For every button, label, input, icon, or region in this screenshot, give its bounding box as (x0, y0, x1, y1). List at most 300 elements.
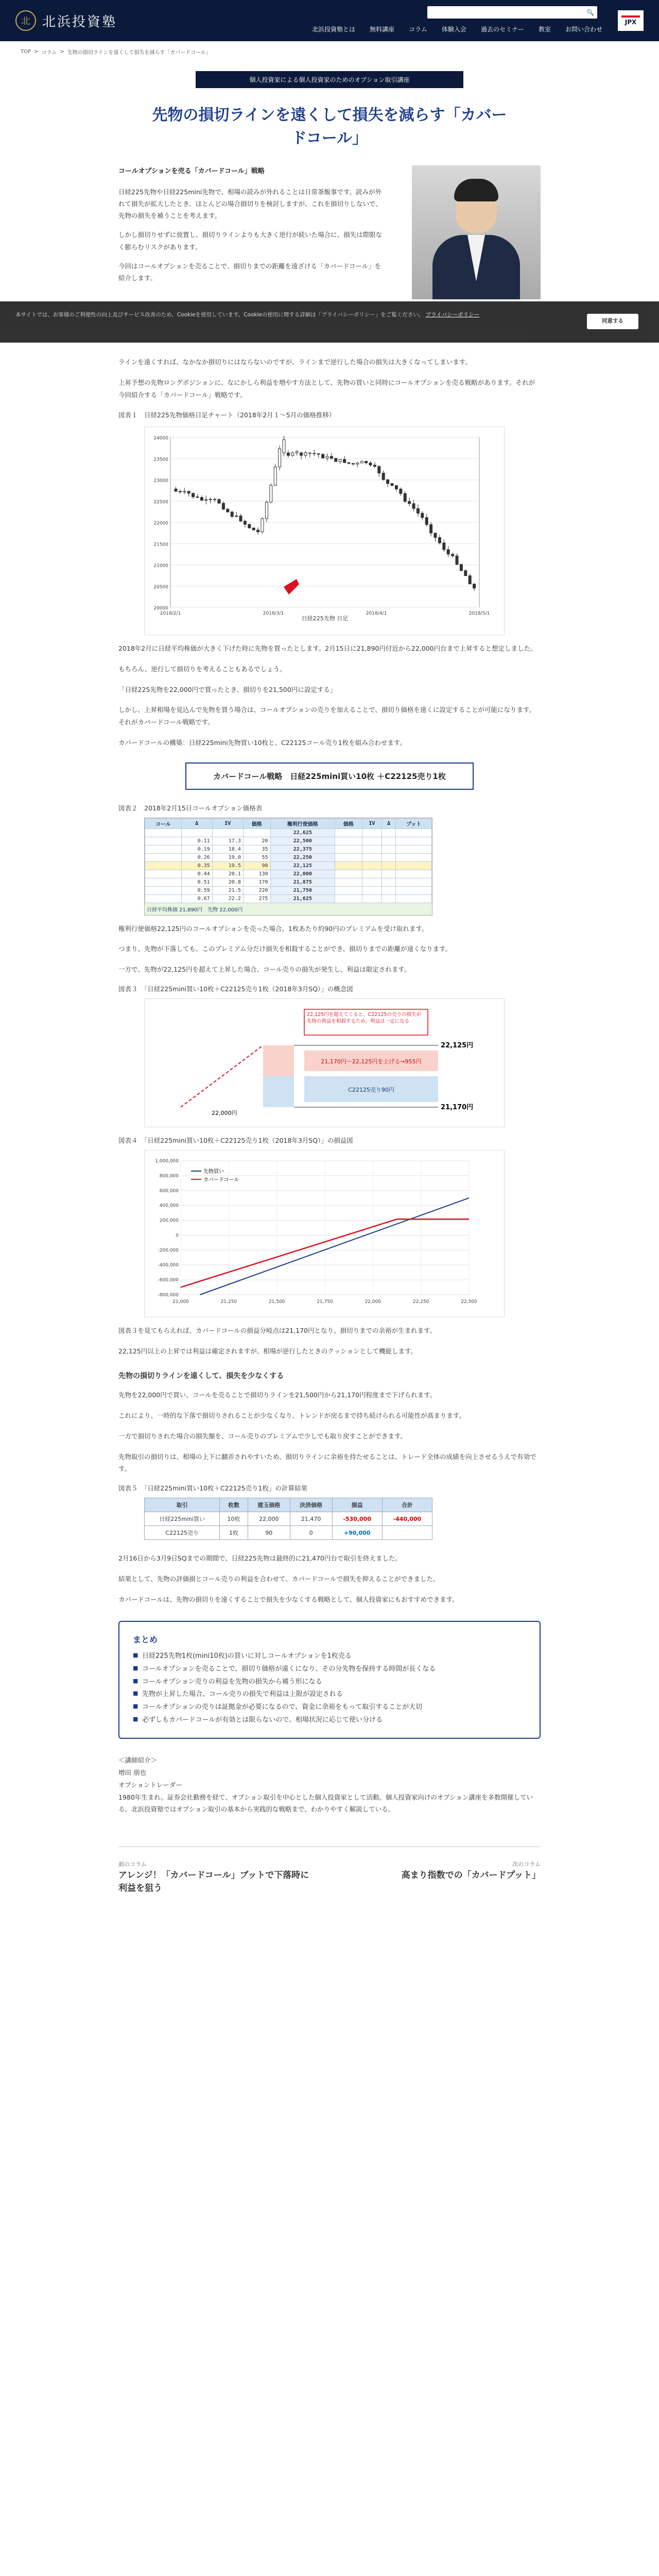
y-tick-label: 21500 (153, 542, 168, 548)
candle-body (352, 463, 354, 464)
table-cell (145, 853, 182, 861)
candle-body (330, 456, 333, 459)
candle-body (261, 519, 264, 532)
nav-classroom[interactable]: 教室 (538, 26, 551, 33)
breadcrumb-top[interactable]: TOP (21, 48, 31, 55)
body-para: 先物取引の損切りは、相場の上下に翻弄されやすいため、損切りラインに余裕を持たせることは、トレード全体の成績を向上させるうえで有効です。 (118, 1452, 536, 1473)
candle-body (322, 454, 324, 458)
concept-diagram (144, 998, 505, 1127)
instructor-heading: ＜講師紹介＞ (118, 1756, 158, 1765)
body-para: 権利行使価格22,125円のコールオプションを売った場合、1枚あたり約90円のプレミアムを受け取れます。 (118, 924, 428, 933)
table-cell (362, 878, 381, 886)
y-tick-label: -800,000 (158, 1292, 179, 1298)
result-table-header: 建玉価格 (248, 1498, 290, 1512)
candle-body (400, 489, 402, 494)
option-table-header: Δ (181, 818, 212, 828)
candle-body (473, 584, 476, 588)
table-cell (381, 837, 395, 845)
table-cell (382, 1526, 432, 1540)
breadcrumb (0, 41, 659, 62)
candle-body (343, 460, 346, 463)
result-table-header: 損益 (332, 1498, 382, 1512)
table-cell (145, 878, 182, 886)
instructor-section (118, 1754, 541, 1816)
table-cell (212, 828, 243, 837)
result-table-header: 取引 (145, 1498, 220, 1512)
logo-mark-icon: 北 (15, 10, 36, 31)
figure-3-label: 図表３ 「日経225mini買い10枚＋C22125売り1枚（2018年3月SQ）」の概念図 (118, 985, 353, 993)
table-cell: 19.5 (212, 861, 243, 870)
candle-body (231, 512, 233, 517)
x-tick-label: 2018/2/1 (160, 611, 181, 616)
table-cell (381, 861, 395, 870)
table-cell: 0 (290, 1526, 332, 1540)
cookie-banner (0, 301, 659, 343)
result-table-header: 決済価格 (290, 1498, 332, 1512)
candle-body (443, 543, 445, 550)
table-cell: -440,000 (382, 1512, 432, 1526)
table-cell (381, 894, 395, 903)
table-cell (396, 886, 432, 894)
base-label: 22,000円 (212, 1109, 237, 1116)
option-table-header: プット (396, 818, 432, 828)
x-tick-label: 2018/4/1 (366, 611, 387, 616)
body-para: しかし、上昇相場を見込んで先物を買う場合は、コールオプションの売りを加えることで、損切り価格を遠くに設定することが可能になります。それがカバードコール戦略です。 (118, 706, 535, 726)
x-tick-label: 2018/5/1 (469, 611, 490, 616)
nav-free-course[interactable]: 無料講座 (370, 26, 395, 33)
breadcrumb-current: 先物の損切ラインを遠くして損失を減らす「カバードコール」 (67, 49, 211, 56)
summary-item: ■ コールオプション売りの利益を先物の損失から補う形になる (133, 1676, 526, 1689)
candle-body (227, 509, 229, 512)
candle-body (447, 550, 449, 554)
option-table-header: 価格 (243, 818, 270, 828)
body-para: これにより、一時的な下落で損切りされることが少なくなり、トレンドが戻るまで持ち続けられる可能性が高まります。 (118, 1412, 465, 1419)
table-cell: -530,000 (332, 1512, 382, 1526)
table-cell: 22.2 (212, 894, 243, 903)
candle-body (239, 516, 242, 521)
x-tick-label: 22,250 (412, 1299, 429, 1304)
y-tick-label: -400,000 (158, 1262, 179, 1268)
candle-body (430, 524, 432, 533)
table-cell (335, 845, 362, 853)
prev-article-link[interactable] (118, 1860, 314, 1895)
candle-body (244, 521, 246, 524)
y-tick-label: 24000 (153, 436, 168, 441)
legend-covered-call: カバードコール (203, 1177, 239, 1183)
candle-body (218, 500, 220, 503)
table-cell: 20 (243, 837, 270, 845)
y-tick-label: 23500 (153, 457, 168, 463)
candle-body (378, 466, 380, 473)
candle-body (192, 493, 195, 497)
strategy-formula: カバードコール戦略 日経225mini買い10枚 ＋C22125売り1枚 (185, 762, 474, 790)
summary-item: ■ コールオプションの売りは証拠金が必要になるので、資金に余裕をもって取引することが大切 (133, 1701, 526, 1714)
main-nav (312, 25, 602, 33)
y-tick-label: 20500 (153, 584, 168, 590)
candle-body (404, 494, 406, 501)
breadcrumb-sep-icon: > (34, 48, 39, 55)
body-para: 先物を22,000円で買い、コールを売ることで損切りラインを21,500円から21,170円程度まで下げられます。 (118, 1391, 437, 1399)
site-logo[interactable] (15, 10, 144, 31)
table-cell: 18.4 (212, 845, 243, 853)
y-tick-label: 22500 (153, 499, 168, 505)
y-tick-label: -600,000 (158, 1277, 179, 1283)
next-label: 次のコラム (512, 1861, 541, 1868)
candle-body (283, 440, 285, 453)
table-cell (145, 894, 182, 903)
table-cell (145, 886, 182, 894)
author-photo (412, 165, 541, 299)
table-cell (396, 894, 432, 903)
body-para: 上昇予想の先物ロングポジションに、なにかしら利益を増やす方法として、先物の買いと同時にコールオプションを売る戦略があります。それが今回紹介する「カバードコール」戦略です。 (118, 378, 535, 399)
table-cell: 220 (243, 886, 270, 894)
candle-body (373, 465, 376, 467)
candle-body (296, 452, 298, 453)
candle-body (460, 564, 462, 570)
table-cell: 130 (243, 870, 270, 878)
candle-body (291, 453, 294, 455)
table-cell (335, 853, 362, 861)
site-header (0, 0, 659, 41)
table-cell (381, 870, 395, 878)
table-cell: 22,625 (270, 828, 335, 837)
table-row (145, 878, 432, 886)
body-para: 22,125円以上の上昇では利益は確定されますが、相場が逆行したときのクッションとして機能します。 (118, 1347, 417, 1355)
table-cell: 0.51 (181, 878, 212, 886)
figure-4-label: 図表４ 「日経225mini買い10枚＋C22125売り1枚（2018年3月SQ）」の損益図 (118, 1136, 353, 1144)
table-cell: 19.0 (212, 853, 243, 861)
table-cell: 17.3 (212, 837, 243, 845)
table-cell: 21,875 (270, 878, 335, 886)
candle-body (265, 502, 268, 519)
y-tick-label: 1,000,000 (155, 1158, 179, 1164)
table-cell: 22,125 (270, 861, 335, 870)
x-tick-label: 21,500 (268, 1299, 285, 1304)
article (118, 71, 541, 1895)
table-cell: 22,000 (248, 1512, 290, 1526)
candle-body (257, 530, 259, 532)
lead-para: 日経225先物や日経225mini先物で、相場の読みが外れることは日常茶飯事です。読みが外れて損失が拡大したとき、ほとんどの場合損切りを検討しますが、これを損切りしないで、先物の損失を補うことを考えます。 (118, 188, 382, 220)
y-tick-label: 400,000 (159, 1203, 179, 1209)
table-cell: 0.67 (181, 894, 212, 903)
table-cell: 21,625 (270, 894, 335, 903)
table-cell: C22125売り (145, 1526, 220, 1540)
page-title: 先物の損切ラインを遠くして損失を減らす「カバードコール」 (152, 106, 507, 147)
hero (118, 165, 541, 299)
lead-para: 今回はコールオプションを売ることで、損切りまでの距離を遠ざける「カバードコール」を紹介します。 (118, 262, 381, 282)
area2-label: C22125売り90円 (348, 1086, 394, 1093)
candle-body (452, 554, 454, 556)
table-cell: 21,470 (290, 1512, 332, 1526)
candle-body (270, 485, 272, 502)
y-tick-label: -200,000 (158, 1248, 179, 1253)
prev-label: 前のコラム (118, 1861, 147, 1868)
summary-item: ■ 先物が上昇した場合、コール売りの損失で利益は上限が設定される (133, 1688, 526, 1701)
lead-para: しかし損切りせずに放置し、損切りラインよりも大きく逆行が続いた場合に、損失は際限なく膨らむリスクがあります。 (118, 231, 383, 251)
candle-body (412, 504, 415, 509)
prev-title: アレンジ！「カバードコール」ブットで下落時に利益を狙う (118, 1870, 309, 1894)
body-para: 2018年2月に日経平均株価が大きく下げた時に先物を買ったとします。2月15日に21,890円付近から22,000円台まで上昇すると想定しました。 (118, 645, 537, 652)
y-tick-label: 600,000 (159, 1188, 179, 1194)
result-table-header: 枚数 (220, 1498, 248, 1512)
level-21170: 21,170円 (441, 1103, 474, 1111)
x-tick-label: 21,250 (220, 1299, 237, 1304)
nav-past-seminar[interactable]: 過去のセミナー (480, 26, 524, 33)
x-tick-label: 22,500 (461, 1299, 477, 1304)
breadcrumb-sep-icon: > (60, 48, 64, 55)
body-para: 図表３を見てもらえれば、カバードコールの損益分岐点は21,170円となり、損切りまでの余裕が生まれます。 (118, 1326, 436, 1334)
area1-label: 21,170円〜22,125円を上げる→955円 (321, 1058, 422, 1065)
candle-body (248, 524, 251, 528)
table-cell: 20.1 (212, 870, 243, 878)
cookie-text: 本サイトでは、お客様のご利便性の向上及びサービス改善のため、Cookieを使用しています。Cookieの使用に関する詳細は「プライバシーポリシー」をご覧ください。 (15, 312, 424, 318)
candle-body (369, 463, 372, 465)
table-row (145, 853, 432, 861)
table-cell (145, 870, 182, 878)
chart1-title: 日経225先物 日足 (301, 615, 349, 622)
table-cell: 0.19 (181, 845, 212, 853)
logo-text: 北浜投資塾 (42, 14, 117, 30)
candle-body (287, 453, 289, 455)
table-cell (396, 828, 432, 837)
table-row (145, 870, 432, 878)
candle-body (348, 463, 350, 464)
option-table-header: IV (362, 818, 381, 828)
table-cell (145, 837, 182, 845)
table-cell (362, 870, 381, 878)
table-row (145, 837, 432, 845)
candle-body (339, 460, 341, 462)
option-table-header: 価格 (335, 818, 362, 828)
table-cell: 55 (243, 853, 270, 861)
nav-trial[interactable]: 体験入会 (441, 26, 466, 33)
table-cell (362, 886, 381, 894)
table-cell: 0.35 (181, 861, 212, 870)
candle-body (214, 499, 216, 500)
table-cell: 10枚 (220, 1512, 248, 1526)
candle-body (326, 456, 328, 458)
table-cell (381, 845, 395, 853)
table-cell (362, 837, 381, 845)
table-row (145, 845, 432, 853)
candle-body (365, 461, 368, 463)
candle-body (425, 518, 428, 525)
candle-body (200, 497, 203, 500)
table-cell: 22,250 (270, 853, 335, 861)
table-cell (145, 828, 182, 837)
candle-body (469, 576, 471, 584)
candle-body (335, 459, 337, 462)
candle-body (464, 571, 467, 576)
table-row (145, 1526, 432, 1540)
candle-body (222, 503, 224, 510)
section-title: 先物の損切りラインを遠くして、損失を少なくする (118, 1372, 284, 1381)
table-cell: 0.11 (181, 837, 212, 845)
table-cell (335, 886, 362, 894)
x-tick-label: 21,750 (317, 1299, 333, 1304)
next-article-link[interactable] (345, 1860, 541, 1895)
table-cell (396, 870, 432, 878)
next-title: 高まり指数での「カバードプット」 (401, 1870, 541, 1880)
result-table-header: 合計 (382, 1498, 432, 1512)
table-cell: 170 (243, 878, 270, 886)
jpx-logo[interactable] (618, 10, 644, 31)
table-cell (381, 828, 395, 837)
candle-body (356, 463, 359, 464)
table-cell (335, 878, 362, 886)
body-para: つまり、先物が下落しても、このプレミアム分だけ損失を相殺することができ、損切りまでの距離が遠くなります。 (118, 945, 452, 953)
body-para: 2月16日から3月9日SQまでの期間で、日経225先物は最終的に21,470円台で取引を終えました。 (118, 1554, 402, 1562)
candlestick-chart (150, 432, 500, 628)
table-row (145, 886, 432, 894)
prev-next-nav (118, 1846, 541, 1895)
search-input[interactable] (427, 6, 597, 19)
table-cell (335, 870, 362, 878)
candle-body (438, 537, 441, 543)
table-cell: 275 (243, 894, 270, 903)
y-tick-label: 20000 (153, 606, 168, 611)
concept-annotation: 22,125円を超えてくると、C22125の売りの損失が先物の利益を相殺するため、利益は一定になる (307, 1011, 422, 1025)
table-cell: 21.5 (212, 886, 243, 894)
table-row (145, 861, 432, 870)
table-cell (396, 853, 432, 861)
table-cell: 21,750 (270, 886, 335, 894)
table-cell: +90,000 (332, 1526, 382, 1540)
option-table-header: IV (212, 818, 243, 828)
legend-futures: 先物買い (203, 1168, 224, 1175)
table-cell (181, 828, 212, 837)
table-cell: 1枚 (220, 1526, 248, 1540)
table-cell: 22,500 (270, 837, 335, 845)
y-tick-label: 23000 (153, 478, 168, 484)
table-cell (396, 861, 432, 870)
candle-body (382, 473, 385, 480)
figure-2-label: 図表２ 2018年2月15日コールオプション価格表 (118, 804, 263, 812)
table-cell: 22,375 (270, 845, 335, 853)
article-badge: 個人投資家による個人投資家のためのオプション取引講座 (196, 71, 463, 88)
table-cell (396, 878, 432, 886)
table-cell (335, 894, 362, 903)
candle-body (313, 453, 316, 454)
pl-chart (144, 1150, 505, 1317)
table-cell: 0.59 (181, 886, 212, 894)
table-cell (335, 861, 362, 870)
candle-body (417, 509, 419, 513)
figure-1-label: 図表１ 日経225先物価格日足チャート（2018年2月１〜5月の価格推移） (118, 411, 336, 419)
search-icon[interactable]: 🔍 (586, 9, 594, 16)
option-table-header: 権利行使価格 (270, 818, 335, 828)
option-table-header: Δ (381, 818, 395, 828)
candle-body (187, 492, 190, 494)
table-cell: 90 (248, 1526, 290, 1540)
table-cell (335, 837, 362, 845)
candle-body (434, 533, 437, 538)
candle-body (300, 453, 303, 455)
y-tick-label: 21000 (153, 563, 168, 569)
jpx-label: JPX (625, 18, 637, 26)
table-cell (362, 845, 381, 853)
candle-body (252, 528, 255, 530)
figure-5-label: 図表５ 「日経225mini買い10枚＋C22125売り1枚」の計算結果 (118, 1484, 308, 1492)
table-cell: 日経225mini買い (145, 1512, 220, 1526)
table-cell (335, 828, 362, 837)
y-tick-label: 200,000 (159, 1218, 179, 1224)
candle-body (209, 499, 212, 500)
body-para: 結果として、先物の評価損とコール売りの利益を合わせて、カバードコールで損失を抑えることができました。 (118, 1574, 440, 1583)
body-para: カバードコールは、先物の損切りを遠くすることで損失を少なくする戦略として、個人投資家にもおすすめできます。 (118, 1595, 459, 1603)
y-tick-label: 800,000 (159, 1173, 179, 1179)
body-para: 「日経225先物を22,000円で買ったとき、損切りを21,500円に設定する」 (118, 685, 337, 693)
body-para: カバードコールの構築：日経225mini先物買い10枚と、C22125コール売り1枚を組み合わせます。 (118, 738, 406, 747)
candle-body (360, 461, 363, 463)
table-cell (362, 894, 381, 903)
result-table (144, 1498, 432, 1540)
table-cell (362, 828, 381, 837)
breadcrumb-column[interactable]: コラム (41, 49, 57, 56)
candle-body (395, 485, 397, 489)
table-cell (362, 853, 381, 861)
body-para: 一方で、先物が22,125円を超えて上昇した場合、コール売りの損失が発生し、利益は限定されます。 (118, 965, 411, 973)
table-cell: 0.26 (181, 853, 212, 861)
table-cell (396, 837, 432, 845)
candle-body (387, 480, 389, 484)
y-tick-label: 22000 (153, 521, 168, 526)
x-tick-label: 21,000 (172, 1299, 189, 1304)
level-22125: 22,125円 (441, 1041, 474, 1049)
cookie-privacy-link[interactable]: プライバシーポリシー (425, 312, 480, 318)
summary-item: ■ 必ずしもカバードコールが有効とは限らないので、相場状況に応じて使い分ける (133, 1714, 526, 1727)
table-cell (381, 886, 395, 894)
candle-body (175, 489, 177, 492)
candle-body (274, 467, 276, 485)
table-cell (362, 861, 381, 870)
table-cell: 0.44 (181, 870, 212, 878)
figure-1-chart (144, 427, 505, 635)
table-cell (381, 853, 395, 861)
x-tick-label: 22,000 (365, 1299, 381, 1304)
x-tick-label: 2018/3/1 (263, 611, 284, 616)
table-cell: 35 (243, 845, 270, 853)
table-row (145, 828, 432, 837)
table-cell (381, 878, 395, 886)
y-tick-label: 0 (176, 1233, 179, 1239)
summary-title: まとめ (133, 1635, 158, 1645)
option-price-table (144, 818, 432, 916)
cookie-accept-button[interactable]: 同意する (587, 314, 638, 329)
summary-item: ■ 日経225先物1枚(mini10枚)の買いに対しコールオプションを1枚売る (133, 1650, 526, 1663)
table-cell (396, 845, 432, 853)
candle-body (421, 513, 424, 517)
option-table-header: コール (145, 818, 182, 828)
instructor-name: 増田 朋也 (118, 1769, 146, 1777)
instructor-bio: 1980年生まれ。証券会社勤務を経て、オプション取引を中心とした個人投資家として活動。個人投資家向けのオプション講座を多数開催している。北浜投資塾ではオプション取引の基本から実践的な戦略まで、わかりやすく解説している。 (118, 1793, 533, 1814)
instructor-role: オプショントレーダー (118, 1781, 182, 1789)
candle-body (456, 556, 458, 564)
nav-about[interactable]: 北浜投資塾とは (312, 26, 356, 33)
table-row (145, 894, 432, 903)
candle-body (408, 501, 411, 503)
body-para: ラインを遠くすれば、なかなか損切りにはならないのですが、ラインまで逆行した場合の損失は大きくなってしまいます。 (118, 358, 472, 366)
table-cell (243, 828, 270, 837)
body-para: もちろん、逆行して損切りを考えることもあるでしょう。 (118, 665, 286, 673)
table-cell (145, 861, 182, 870)
table-cell: 20.8 (212, 878, 243, 886)
lead-heading: コールオプションを売る「カバードコール」戦略 (118, 167, 265, 175)
nav-column[interactable]: コラム (409, 26, 427, 33)
candle-body (304, 453, 307, 455)
nav-contact[interactable]: お問い合わせ (565, 26, 602, 33)
table-cell: 90 (243, 861, 270, 870)
